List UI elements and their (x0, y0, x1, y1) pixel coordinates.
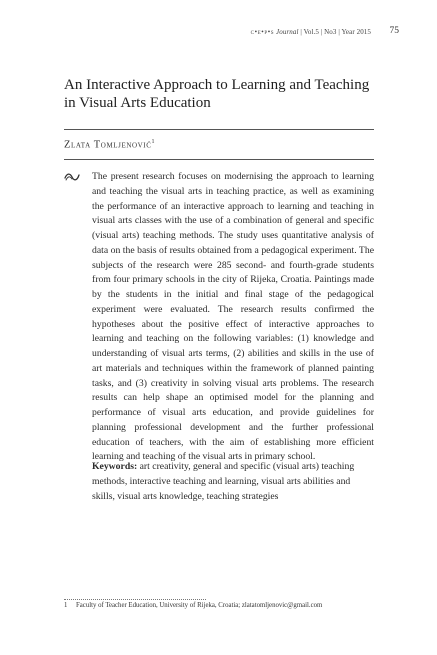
keywords-text: art creativity, general and specific (visual arts) teaching methods, interactive teaching and learning, visual arts abilities and skills, visual arts knowledge, teaching strategies (92, 461, 355, 502)
running-header (251, 28, 371, 36)
journal-mark: c•e•p•s (250, 28, 275, 36)
issue-info: | Vol.5 | No3 | Year 2015 (300, 28, 371, 36)
journal-name: Journal (276, 28, 299, 36)
author-name-text: Zlata Tomljenović (64, 139, 152, 151)
footnote-number: 1 (64, 602, 68, 609)
footnote (64, 602, 384, 609)
abstract-text: The present research focuses on modernising the approach to learning and teaching the visual arts in teaching practice, as well as examining the performance of an interactive approach to learning and teaching in visual arts classes with the use of a combination of general and specific (visual arts) teaching methods. The study uses quantitative analysis of data on the basis of results obtained from a pedagogical experiment. The subjects of the research were 285 second- and fourth-grade students from four primary schools in the city of Rijeka, Croatia. Paintings made by the students in the initial and final stage of the pedagogical experiment were evaluated. The research results confirmed the hypotheses about the positive effect of interactive approaches to learning and teaching on the following variables: (1) knowledge and understanding of visual arts terms, (2) abilities and skills in the use of art materials and techniques within the framework of planned painting tasks, and (3) creativity in solving visual arts problems. The research results can help shape an optimised model for the planning and performance of visual arts education, and provide guidelines for planning professional development and the further professional education of teachers, with the aim of establishing more efficient learning and teaching of the visual arts in primary school. (92, 171, 374, 463)
swash-ornament-icon (64, 172, 80, 182)
footnote-text: Faculty of Teacher Education, University of Rijeka, Croatia; zlatatomljenovic@gmail.com (76, 602, 323, 609)
article-title: An Interactive Approach to Learning and Teaching in Visual Arts Education (64, 77, 370, 111)
author-name (64, 139, 155, 151)
keywords (92, 460, 374, 504)
footnote-divider (64, 599, 206, 600)
author-footnote-marker: 1 (151, 139, 155, 145)
page-number: 75 (389, 26, 399, 36)
title-divider-top (64, 129, 374, 130)
keywords-label: Keywords: (92, 461, 138, 472)
title-divider-bottom (64, 159, 374, 160)
